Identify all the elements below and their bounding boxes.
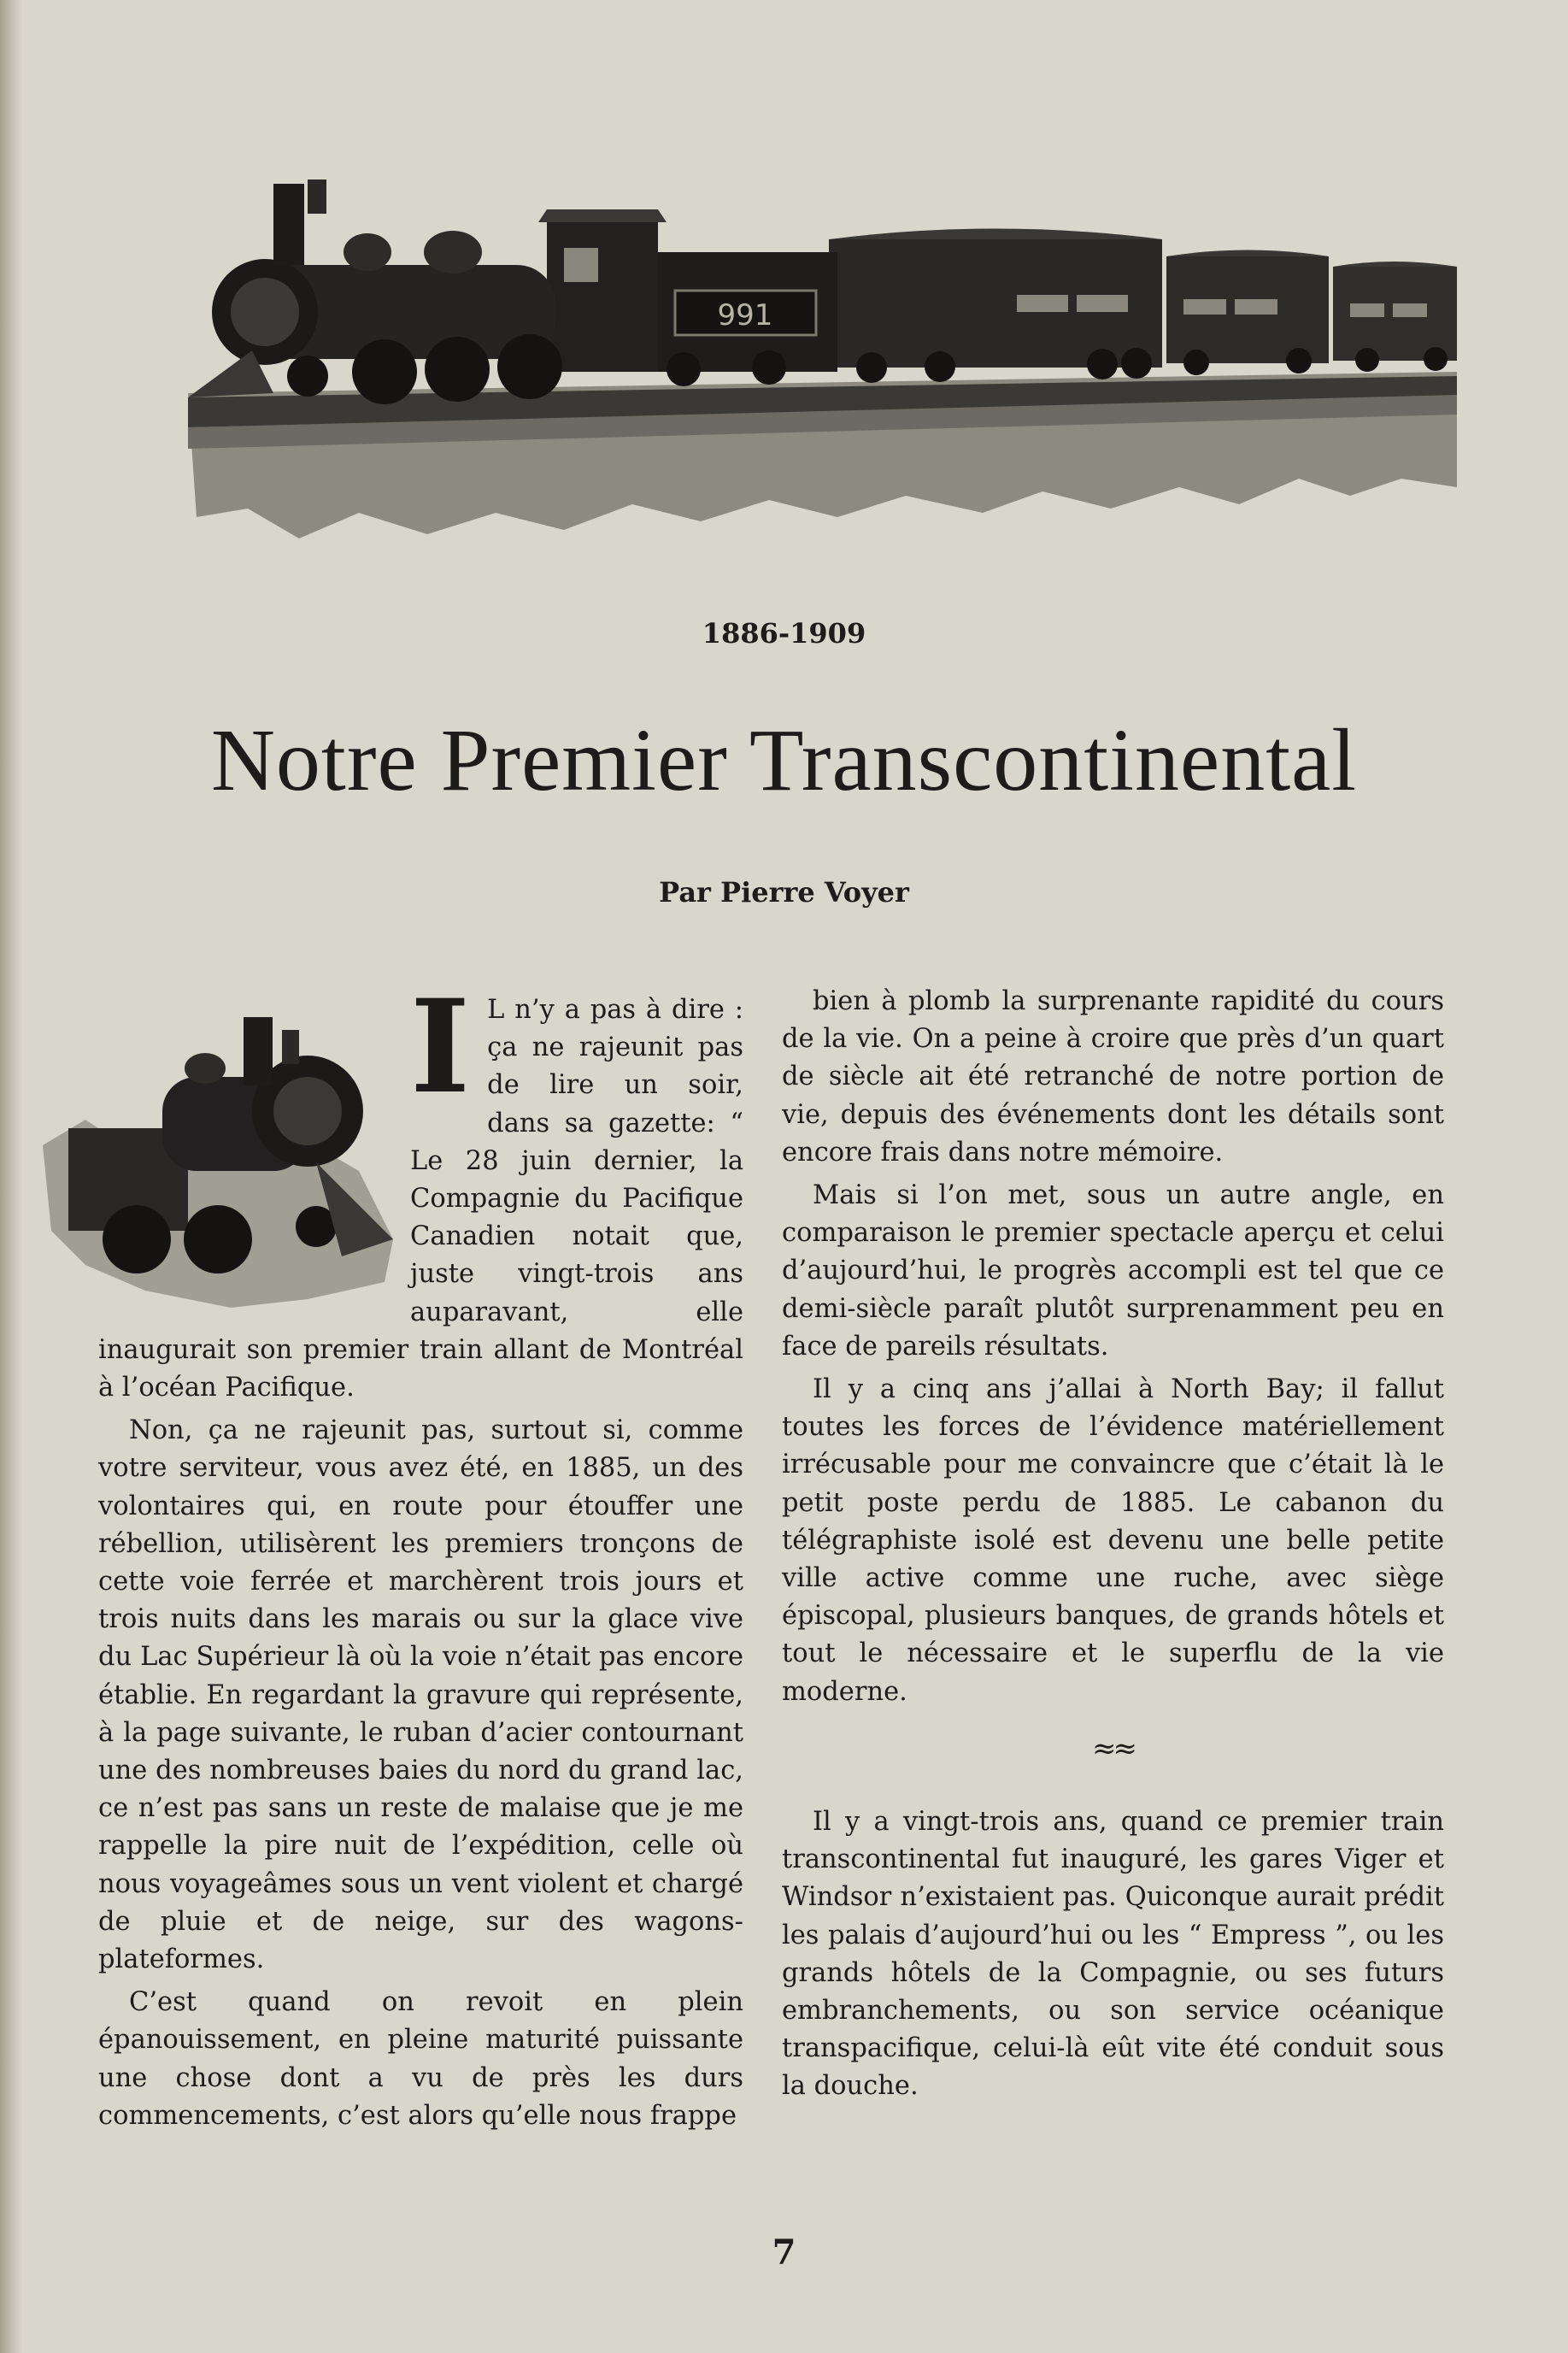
paragraph: C’est quand on revoit en plein épanouissement, en pleine maturité puissante une chose dont a vu de près les durs commencements, c’est alors qu’elle nous frappe: [98, 1987, 743, 2131]
section-ornament: ≈≈: [1092, 1731, 1134, 1766]
paragraph: Non, ça ne rajeunit pas, surtout si, comme votre serviteur, vous avez été, en 1885, un des volontaires qui, en route pour étouffer une rébellion, utilisèrent les premiers tronçons de cette voie ferrée et marchèrent trois jours et trois nuits dans les marais ou sur la glace vive du Lac Supérieur là où la voie n’était pas encore établie. En regardant la gravure qui représente, à la page suivante, le ruban d’acier contournant une des nombreuses baies du nord du grand lac, ce n’est pas sans un reste de malaise que je me rappelle la pire nuit de l’expédition, celle où nous voyageâmes sous un vent violent et chargé de pluie et de neige, sur des wagons-plateformes.: [98, 1415, 743, 1975]
paragraph: Mais si l’on met, sous un autre angle, en comparaison le premier spectacle aperçu et celui d’aujourd’hui, le progrès accompli est tel que ce demi-siècle paraît plutôt surprenamment peu en face de pareils résultats.: [782, 1180, 1444, 1362]
right-column: [782, 983, 1444, 2111]
paragraph: bien à plomb la surprenante rapidité du cours de la vie. On a peine à croire que près d’un quart de siècle ait été retranché de notre portion de vie, depuis des événements dont les détails sont encore frais dans notre mémoire.: [782, 986, 1444, 1168]
paragraph: L n’y a pas à dire : ça ne rajeunit pas de lire un soir, dans sa gazette: “ Le 28 juin dernier, la Compagnie du Pacifique Canadien notait que, juste vingt-trois ans auparavant, elle inaugurait son premier train allant de Montréal à l’océan Pacifique.: [98, 995, 743, 1403]
article-years: 1886-1909: [702, 617, 866, 650]
article-title: Notre Premier Transcontinental: [210, 711, 1358, 809]
locomotive-engine-illustration: [34, 983, 402, 1316]
article-byline: Par Pierre Voyer: [659, 876, 909, 909]
page-edge: [0, 0, 22, 2353]
train-banner-illustration: [171, 171, 1457, 547]
page-number: 7: [772, 2232, 796, 2273]
number-plate: 991: [717, 298, 773, 332]
dropcap-letter: I: [410, 972, 471, 1122]
left-column: [98, 972, 743, 2140]
paragraph: Il y a cinq ans j’allai à North Bay; il fallut toutes les forces de l’évidence matériellement irrécusable pour me convaincre que c’était là le petit poste perdu de 1885. Le cabanon du télégraphiste isolé est devenu une belle petite ville active comme une ruche, avec siège épiscopal, plusieurs banques, de grands hôtels et tout le nécessaire et le superflu de la vie moderne.: [782, 1374, 1444, 1707]
paragraph: Il y a vingt-trois ans, quand ce premier train transcontinental fut inauguré, les gares Viger et Windsor n’existaient pas. Quiconque aurait prédit les palais d’aujourd’hui ou les “ Empress ”, ou les grands hôtels de la Compagnie, ou ses futurs embranchements, ou son service océanique transpacifique, celui-là eût vite été conduit sous la douche.: [782, 1807, 1444, 2102]
